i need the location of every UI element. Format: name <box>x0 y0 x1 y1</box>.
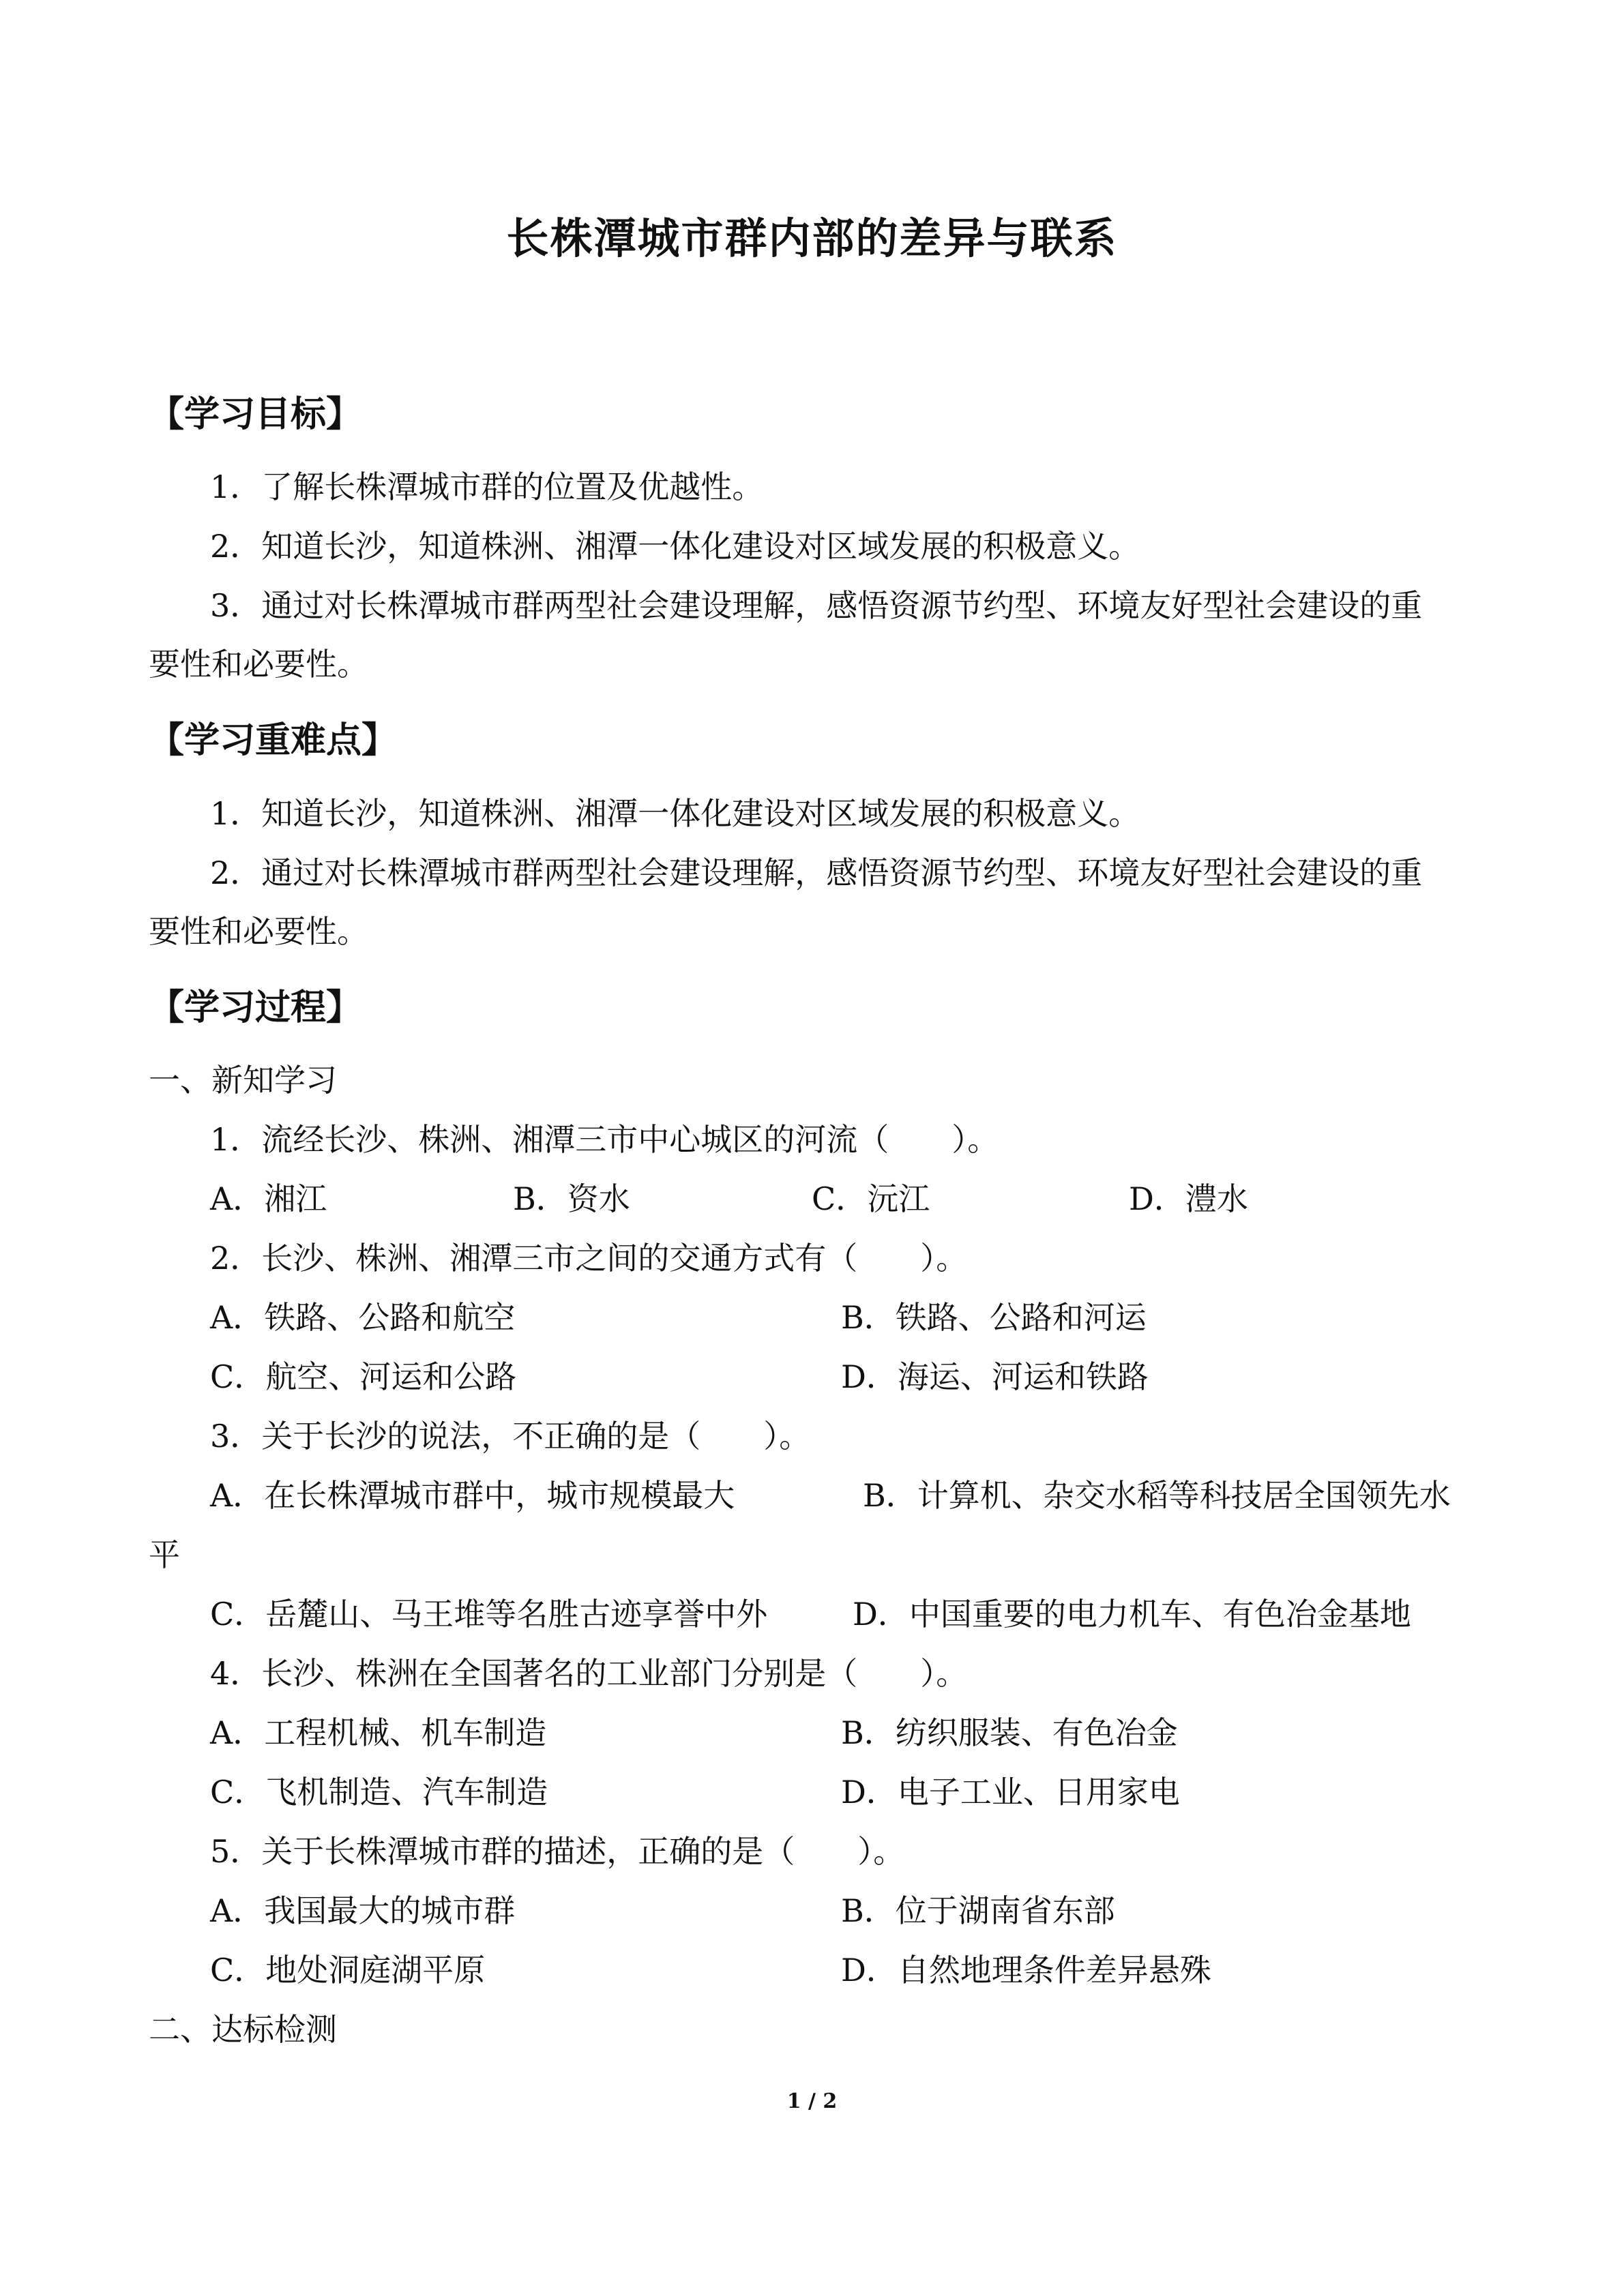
option-c: C．航空、河运和公路 <box>210 1358 517 1395</box>
option-c: C．地处洞庭湖平原 <box>210 1952 486 1988</box>
goals-heading: 【学习目标】 <box>149 393 362 435</box>
option-d: D．自然地理条件差异悬殊 <box>841 1952 1211 1988</box>
option-c: C．岳麓山、马王堆等名胜古迹享誉中外 <box>210 1596 768 1632</box>
key-point-item: 1．知道长沙，知道株洲、湘潭一体化建设对区域发展的积极意义。 <box>210 795 1140 832</box>
option-d: D．澧水 <box>1129 1180 1248 1217</box>
key-point-item-continued: 要性和必要性。 <box>149 913 368 950</box>
option-d: D．中国重要的电力机车、有色冶金基地 <box>853 1596 1411 1632</box>
goal-item-continued: 要性和必要性。 <box>149 646 368 683</box>
option-b: B．纺织服装、有色冶金 <box>841 1714 1178 1751</box>
page-number: 1 / 2 <box>786 2089 838 2113</box>
question-stem: 5．关于长株潭城市群的描述，正确的是（ ）。 <box>210 1833 905 1870</box>
option-d: D．海运、河运和铁路 <box>841 1358 1149 1395</box>
goal-item: 3．通过对长株潭城市群两型社会建设理解，感悟资源节约型、环境友好型社会建设的重 <box>210 587 1423 624</box>
goal-item: 1．了解长株潭城市群的位置及优越性。 <box>210 468 764 505</box>
option-b: B．计算机、杂交水稻等科技居全国领先水 <box>863 1477 1451 1514</box>
question-stem: 1．流经长沙、株洲、湘潭三市中心城区的河流（ ）。 <box>210 1121 999 1158</box>
process-heading: 【学习过程】 <box>149 987 362 1028</box>
option-b-continued: 平 <box>149 1536 180 1573</box>
question-stem: 4．长沙、株洲在全国著名的工业部门分别是（ ）。 <box>210 1655 968 1692</box>
option-d: D．电子工业、日用家电 <box>841 1774 1180 1810</box>
question-stem: 3．关于长沙的说法，不正确的是（ ）。 <box>210 1418 811 1455</box>
key-points-heading: 【学习重难点】 <box>149 719 398 761</box>
option-b: B．位于湖南省东部 <box>841 1892 1115 1929</box>
key-point-item: 2．通过对长株潭城市群两型社会建设理解，感悟资源节约型、环境友好型社会建设的重 <box>210 854 1423 891</box>
option-c: C．沅江 <box>812 1180 930 1217</box>
option-a: A．在长株潭城市群中，城市规模最大 <box>210 1477 735 1514</box>
part-heading: 二、达标检测 <box>149 2011 337 2048</box>
document-title: 长株潭城市群内部的差异与联系 <box>506 213 1118 263</box>
option-a: A．工程机械、机车制造 <box>210 1714 547 1751</box>
option-c: C．飞机制造、汽车制造 <box>210 1774 548 1810</box>
question-stem: 2．长沙、株洲、湘潭三市之间的交通方式有（ ）。 <box>210 1240 968 1277</box>
option-a: A．铁路、公路和航空 <box>210 1299 516 1336</box>
part-heading: 一、新知学习 <box>149 1062 337 1099</box>
option-a: A．湘江 <box>210 1180 327 1217</box>
goal-item: 2．知道长沙，知道株洲、湘潭一体化建设对区域发展的积极意义。 <box>210 528 1140 565</box>
option-a: A．我国最大的城市群 <box>210 1892 516 1929</box>
option-b: B．铁路、公路和河运 <box>841 1299 1147 1336</box>
option-b: B．资水 <box>513 1180 630 1217</box>
